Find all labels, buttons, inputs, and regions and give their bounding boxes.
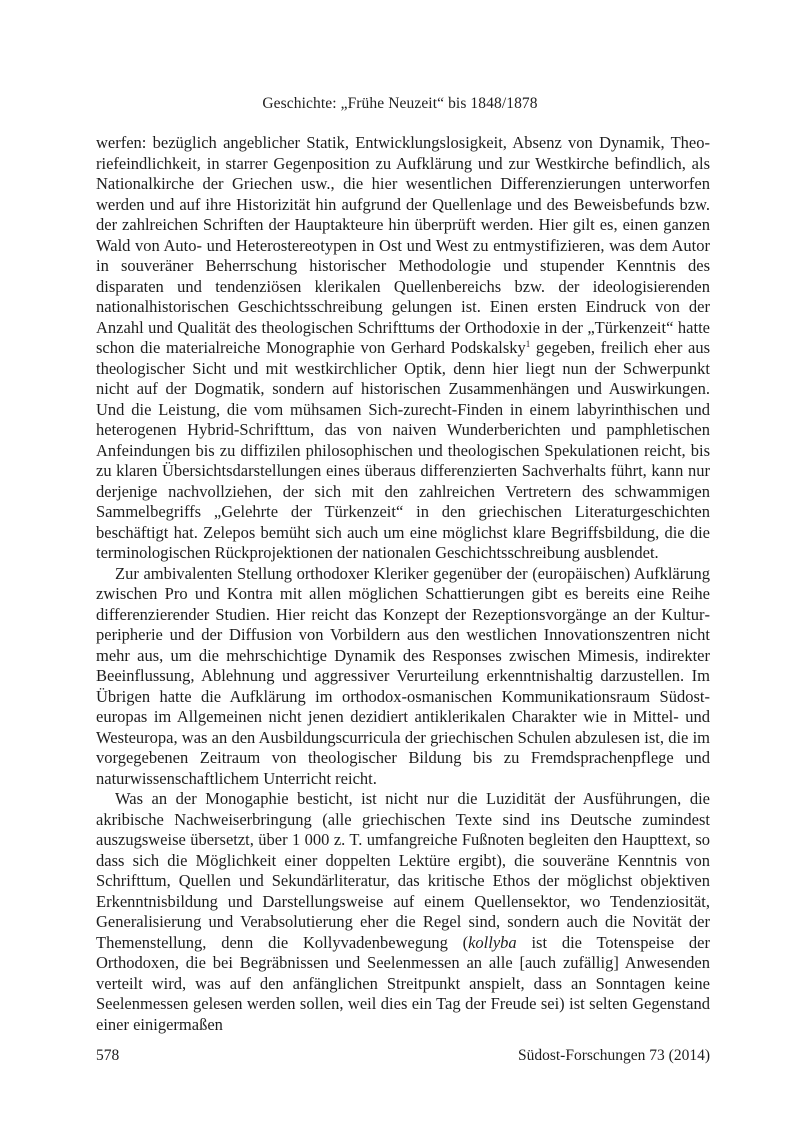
journal-citation: Südost-Forschungen 73 (2014)	[517, 1047, 710, 1064]
paragraph-3-text-a: Was an der Monogaphie besticht, ist nicht nur die Luzidität der Ausführungen, die akribische Nachweiserbringung (alle griechischen Texte sind ins Deutsche zumindest auszugsweise übersetzt, über 1 000 z. T. umfangreiche Fußnoten begleiten den Haupttext, so dass sich die Möglichkeit einer doppelten Lektüre ergibt), die souveräne Kenntnis von Schrifttum, Quellen und Sekundärliteratur, das kritische Ethos der möglichst objektiven Erkenntnisbildung und Darstellungsweise auf einem Quellensektor, wo Tendenziosität, Generalisierung und Verabsolutierung eher die Regel sind, sondern auch die Novität der Themenstellung, denn die Kollyvadenbewegung (	[96, 789, 710, 952]
page-number: 578	[96, 1047, 120, 1064]
paragraph-2: Zur ambivalenten Stellung orthodoxer Kleriker gegenüber der (europäischen) Aufklärung zwischen Pro und Kontra mit allen möglichen Schattierungen gibt es bereits eine Reihe differenzierender Studien. Hier reicht das Konzept der Rezeptionsvorgänge an der Kulturperipherie und der Diffusion von Vorbildern aus den westlichen Innovationszentren nicht mehr aus, um die mehrschichtige Dynamik des Responses zwischen Mimesis, indirekter Beeinflussung, Ablehnung und aggressiver Verurteilung erkenntnishaltig darzustellen. Im Übrigen hatte die Aufklärung im orthodox-osmanischen Kommunikationsraum Südosteuropas im Allgemeinen nicht jenen dezidiert antiklerikalen Charakter wie in Mittel- und Westeuropa, was an den Ausbildungscurricula der griechischen Schulen abzulesen ist, die im vorgegebenen Zeitraum von theologischer Bildung bis zu Fremdsprachenpflege und naturwissenschaftlichem Unterricht reicht.	[96, 563, 710, 788]
paragraph-1-text-a: werfen: bezüglich angeblicher Statik, Entwicklungslosigkeit, Absenz von Dynamik, Theoriefeindlichkeit, in starrer Gegenposition zu Aufklärung und zur Westkirche befindlich, als Nationalkirche der Griechen usw., die hier wesentlichen Differenzierungen unterworfen werden und auf ihre Historizität hin aufgrund der Quellenlage und des Beweisbefunds bzw. der zahlreichen Schriften der Hauptakteure hin überprüft werden. Hier gilt es, einen ganzen Wald von Auto- und Heterostereotypen in Ost und West zu entmystifizieren, was dem Autor in souveräner Beherrschung historischer Methodologie und stupender Kenntnis des disparaten und tendenziösen klerikalen Quellenbereichs bzw. der ideologisierenden nationalhistorischen Geschichtsschreibung gelungen ist. Einen ersten Eindruck von der Anzahl und Qualität des theologischen Schrifttums der Orthodoxie in der „Türkenzeit“ hatte schon die materialreiche Monographie von Gerhard Podskalsky	[96, 133, 710, 357]
paragraph-1-text-b: gegeben, freilich eher aus theologischer Sicht und mit westkirchlicher Optik, denn hier liegt nun der Schwerpunkt nicht auf der Dogmatik, sondern auf historischen Zusammenhängen und Auswirkungen. Und die Leistung, die vom mühsamen Sich-zurecht-Finden in einem labyrinthischen und heterogenen Hybrid-Schrifttum, das von naiven Wunderberichten und pamphletischen Anfeindungen bis zu diffizilen philosophischen und theologischen Spekulationen reicht, bis zu klaren Übersichtsdarstellungen eines überaus differenzierten Sachverhalts führt, kann nur derjenige nachvollziehen, der sich mit den zahlreichen Vertretern des schwammigen Sammelbegriffs „Gelehrte der Türkenzeit“ in den griechischen Literaturgeschichten beschäftigt hat. Zelepos bemüht sich auch um eine möglichst klare Begriffsbildung, die die terminologischen Rückprojektionen der nationalen Geschichtsschreibung ausblendet.	[96, 338, 710, 562]
running-title: Geschichte: „Frühe Neuzeit“ bis 1848/1878	[262, 95, 538, 112]
footnote-marker: 1	[525, 339, 531, 349]
paragraph-3	[96, 789, 710, 1035]
paragraph-1	[96, 133, 710, 564]
italic-term: kollyba	[468, 932, 517, 952]
page-footer	[96, 1047, 710, 1065]
body-text	[96, 133, 710, 1035]
paragraph-3-text-b: ist die Totenspeise der Orthodoxen, die bei Begräbnissen und Seelenmessen an alle [auch zufällig] Anwesenden verteilt wird, was auf den anfänglichen Streitpunkt anspielt, dass an Sonntagen keine Seelenmessen gelesen werden sollen, weil dies ein Tag der Freude sei) ist selten Gegenstand einer einigermaßen	[96, 932, 710, 1034]
